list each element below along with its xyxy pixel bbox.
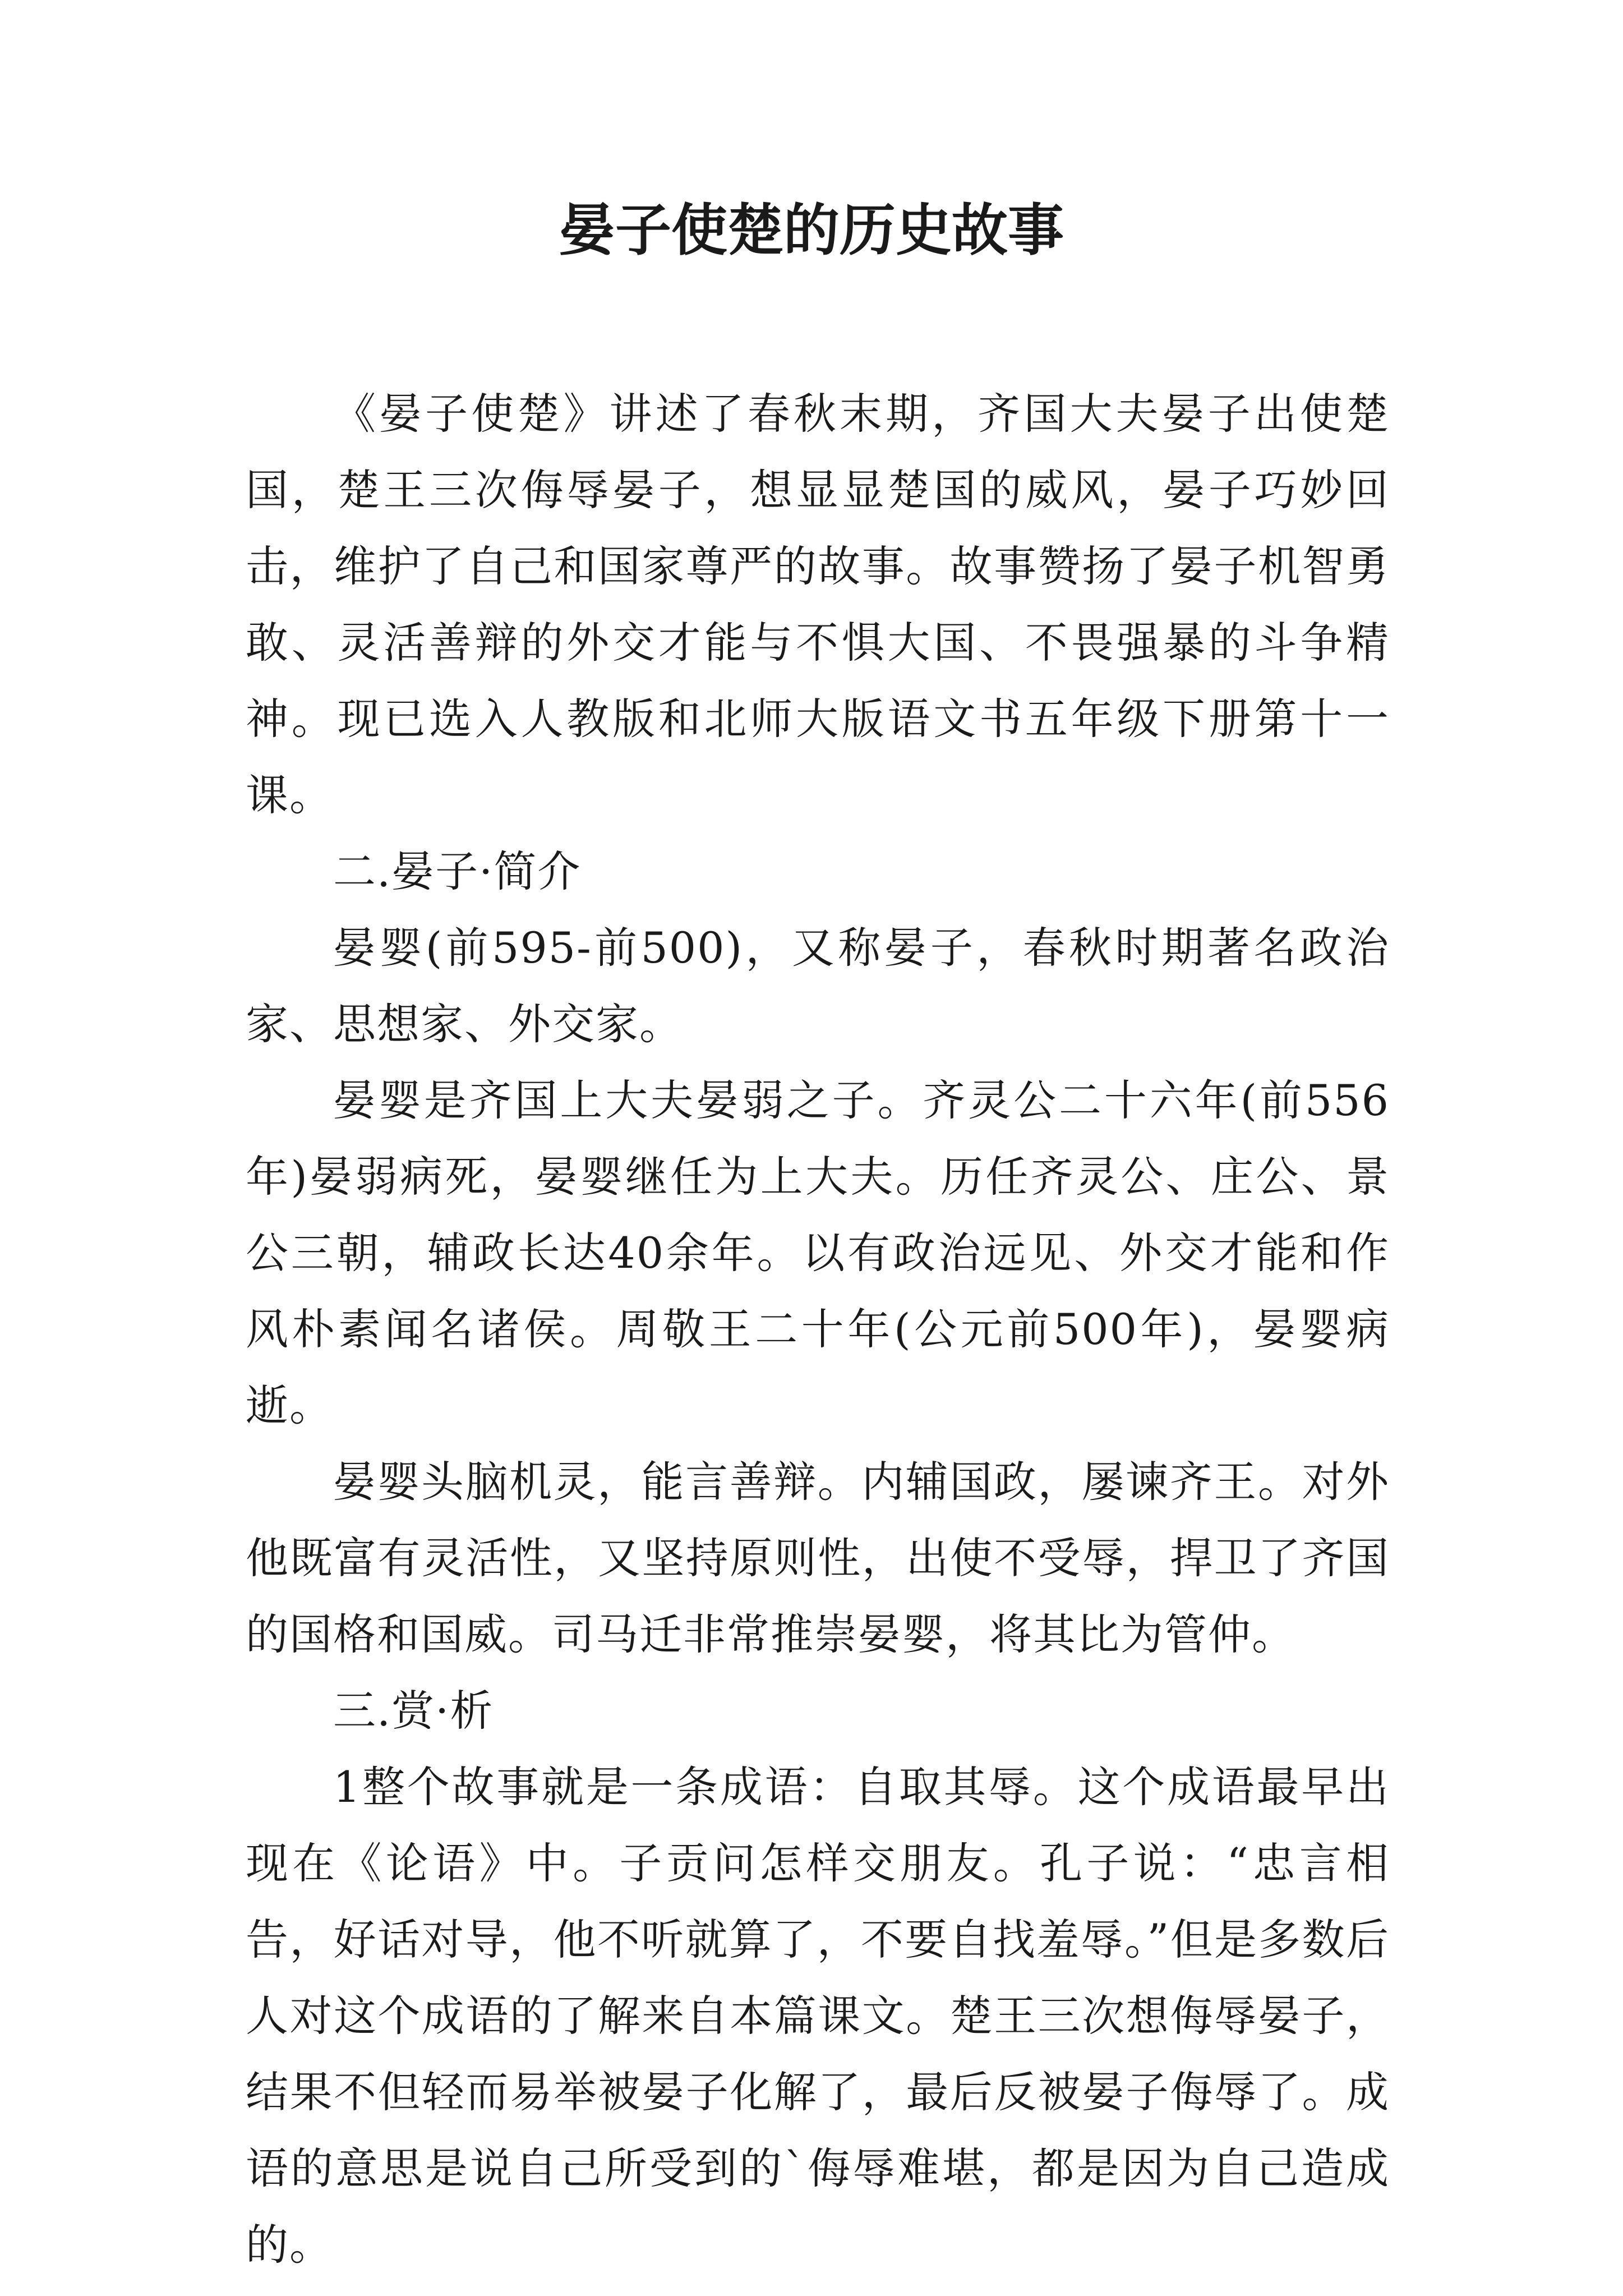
biography-paragraph-3: 晏婴头脑机灵，能言善辩。内辅国政，屡谏齐王。对外他既富有灵活性，又坚持原则性，出使不受辱，捍卫了齐国的国格和国威。司马迁非常推崇晏婴，将其比为管仲。 <box>246 1457 1390 1659</box>
document-title: 晏子使楚的历史故事 <box>559 197 1064 263</box>
section-heading-biography: 二.晏子·简介 <box>333 846 582 896</box>
section-heading-analysis: 三.赏·析 <box>333 1686 494 1736</box>
analysis-paragraph-1: 1整个故事就是一条成语：自取其辱。这个成语最早出现在《论语》中。子贡问怎样交朋友。孔子说：“忠言相告，好话对导，他不听就算了，不要自找羞辱。”但是多数后人对这个成语的了解来自本篇课文。楚王三次想侮辱晏子，结果不但轻而易举被晏子化解了，最后反被晏子侮辱了。成语的意思是说自己所受到的`侮辱难堪，都是因为自己造成的。 <box>246 1762 1390 2270</box>
document-body <box>246 376 1390 2283</box>
biography-paragraph-1: 晏婴(前595-前500)，又称晏子，春秋时期著名政治家、思想家、外交家。 <box>246 923 1390 1049</box>
intro-paragraph: 《晏子使楚》讲述了春秋末期，齐国大夫晏子出使楚国，楚王三次侮辱晏子，想显显楚国的威风，晏子巧妙回击，维护了自己和国家尊严的故事。故事赞扬了晏子机智勇敢、灵活善辩的外交才能与不惧大国、不畏强暴的斗争精神。现已选入人教版和北师大版语文书五年级下册第十一课。 <box>246 389 1390 820</box>
biography-paragraph-2: 晏婴是齐国上大夫晏弱之子。齐灵公二十六年(前556年)晏弱病死，晏婴继任为上大夫。历任齐灵公、庄公、景公三朝，辅政长达40余年。以有政治远见、外交才能和作风朴素闻名诸侯。周敬王二十年(公元前500年)，晏婴病逝。 <box>246 1075 1390 1430</box>
